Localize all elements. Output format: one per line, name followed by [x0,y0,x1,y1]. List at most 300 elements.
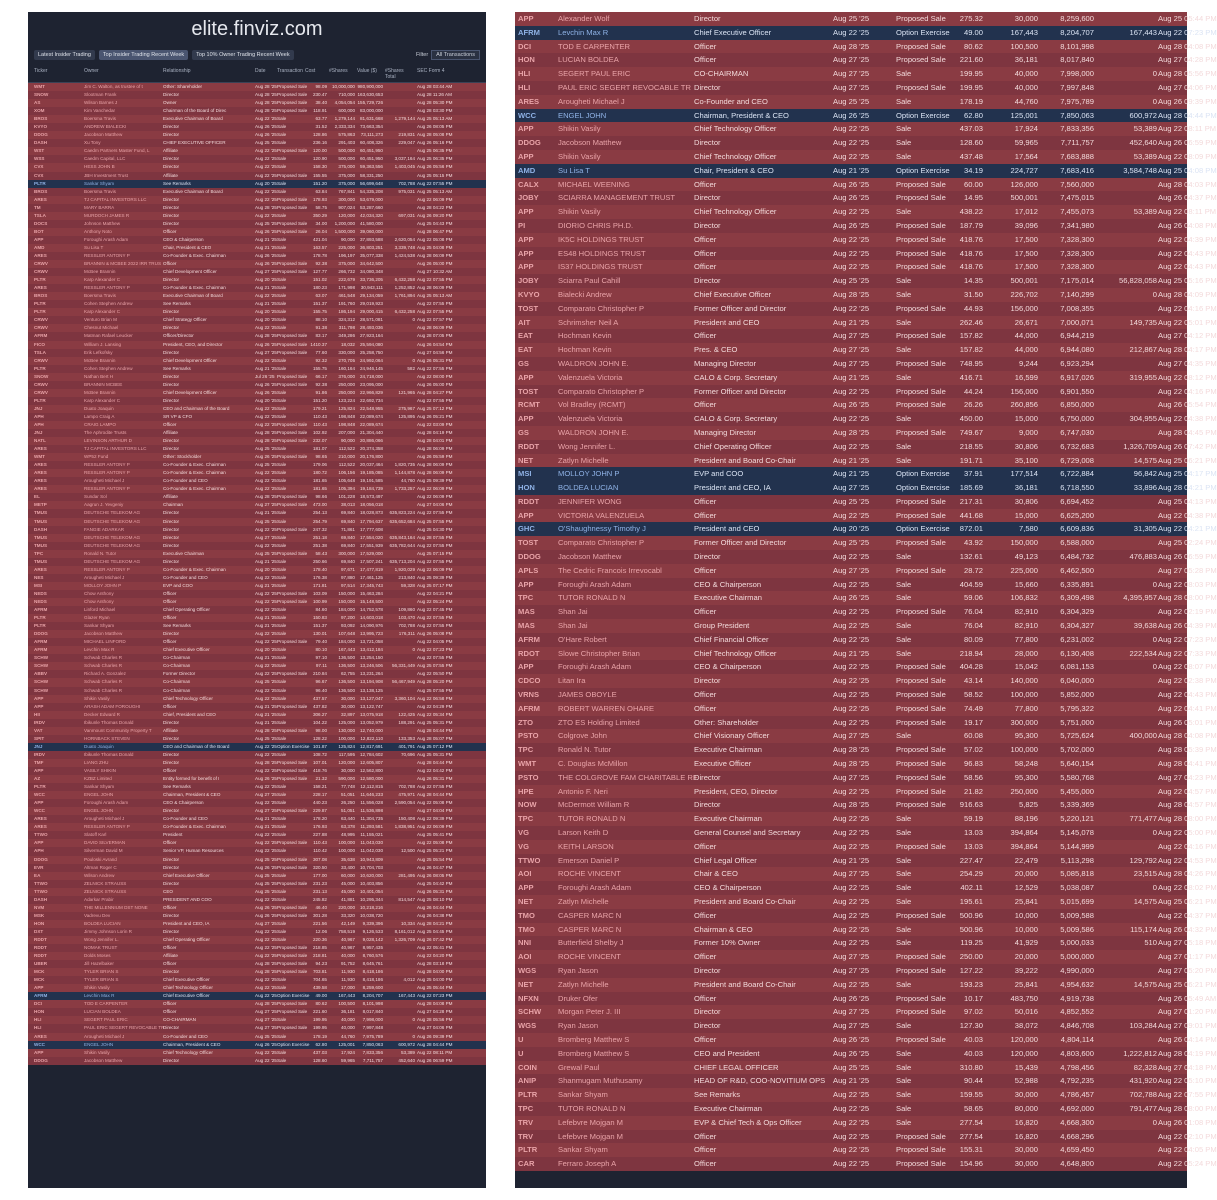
ticker-link[interactable]: IRDV [34,751,45,757]
owner-link[interactable]: Valenzuela Victoria [558,372,623,382]
table-row[interactable] [515,481,1217,495]
table-row[interactable] [515,302,1217,316]
table-row[interactable] [515,12,1217,26]
ticker-link[interactable]: UBER [34,961,48,967]
sec-form-link[interactable]: Aug 26 09:39 PM [417,1033,453,1039]
owner-link[interactable]: VASILY SHIKIN [84,767,116,773]
owner-link[interactable]: Foroughi Arash Adam [84,236,129,242]
sec-form-link[interactable]: Aug 26 05:54 PM [1158,400,1217,410]
owner-link[interactable]: Decker Edward R [84,711,120,717]
table-row[interactable] [515,771,1217,785]
table-row[interactable] [515,647,1217,661]
sec-form-link[interactable]: Aug 26 05:00 PM [417,261,453,267]
table-row[interactable] [28,566,486,574]
sec-form-link[interactable]: Aug 26 06:59 PM [1158,552,1217,562]
sec-form-link[interactable]: Aug 22 07:55 PM [417,615,453,621]
ticker-link[interactable]: METP [34,502,47,508]
ticker-link[interactable]: WGS [518,1021,537,1031]
ticker-link[interactable]: U [518,1048,524,1058]
ticker-link[interactable]: APP [34,703,44,709]
sec-form-link[interactable]: Aug 25 04:43 PM [417,220,453,226]
table-row[interactable] [515,1033,1217,1047]
sec-form-link[interactable]: Aug 22 04:53 PM [1158,855,1217,865]
ticker-link[interactable]: AFRM [34,607,48,613]
sec-form-link[interactable]: Aug 28 04:44 PM [417,759,453,765]
ticker-link[interactable]: TTWO [34,880,48,886]
table-row[interactable] [28,775,486,783]
column-header[interactable]: SEC Form 4 [417,68,445,74]
sec-form-link[interactable]: Aug 28 06:09 PM [417,252,453,258]
column-header[interactable]: Ticker [34,68,48,74]
owner-link[interactable]: Litan Ira [558,676,586,686]
owner-link[interactable]: PAUL ERIC SEGERT REVOCABLE TR [84,1025,165,1031]
table-row[interactable] [28,888,486,896]
table-row[interactable] [28,815,486,823]
ticker-link[interactable]: PLTR [34,615,46,621]
owner-link[interactable]: Vadrevu Dev [84,912,111,918]
table-row[interactable] [515,674,1217,688]
sec-form-link[interactable]: Aug 22 05:08 PM [417,800,453,806]
owner-link[interactable]: Caedm Partners Master Fund, L [84,148,150,154]
ticker-link[interactable]: ABBV [34,671,48,677]
table-row[interactable] [28,574,486,582]
sec-form-link[interactable]: Aug 22 08:12 PM [1158,372,1217,382]
table-row[interactable] [515,729,1217,743]
table-row[interactable] [28,477,486,485]
table-row[interactable] [515,909,1217,923]
owner-link[interactable]: Slowe Christopher Brian [558,648,640,658]
column-header[interactable]: Relationship [163,68,191,74]
table-row[interactable] [515,40,1217,54]
table-row[interactable] [28,445,486,453]
sec-form-link[interactable]: Aug 25 08:10 PM [417,896,453,902]
table-row[interactable] [515,412,1217,426]
table-row[interactable] [28,493,486,501]
owner-link[interactable]: JAMES OBOYLE [558,690,617,700]
table-row[interactable] [28,357,486,365]
ticker-link[interactable]: WMT [34,84,45,89]
owner-link[interactable]: Morgan Peter J. III [558,1007,621,1017]
ticker-link[interactable]: APP [518,124,534,134]
table-row[interactable] [515,122,1217,136]
table-row[interactable] [28,373,486,381]
owner-link[interactable]: ES48 HOLDINGS TRUST [558,248,646,258]
owner-link[interactable]: SEGERT PAUL ERIC [558,69,631,79]
table-row[interactable] [515,1088,1217,1102]
table-row[interactable] [28,99,486,107]
ticker-link[interactable]: GS [518,358,529,368]
sec-form-link[interactable]: Aug 25 04:30 PM [417,526,453,532]
table-row[interactable] [28,880,486,888]
table-row[interactable] [28,703,486,711]
ticker-link[interactable]: ANIP [518,1076,537,1086]
filter-select[interactable]: All Transactions [431,50,480,60]
sec-form-link[interactable]: Aug 22 07:23 PM [1158,27,1217,37]
sec-form-link[interactable]: Aug 26 01:08 PM [1158,1117,1217,1127]
sec-form-link[interactable]: Aug 25 02:24 PM [1158,538,1217,548]
ticker-link[interactable]: GS [518,427,529,437]
ticker-link[interactable]: AFRM [34,993,48,999]
sec-form-link[interactable]: Aug 25 04:00 PM [417,977,453,983]
sec-form-link[interactable]: Aug 28 07:55 PM [417,534,453,540]
owner-link[interactable]: DIORIO CHRIS PH.D. [558,220,634,230]
sec-form-link[interactable]: Aug 25 07:17 PM [417,582,453,588]
sec-form-link[interactable]: Aug 22 06:09 PM [417,494,453,500]
sec-form-link[interactable]: Aug 27 05:18 PM [1158,938,1217,948]
ticker-link[interactable]: TOST [518,303,539,313]
ticker-link[interactable]: WCC [518,110,537,120]
table-row[interactable] [28,614,486,622]
table-row[interactable] [515,812,1217,826]
ticker-link[interactable]: ARES [34,486,47,492]
owner-link[interactable]: CRAIG LAMPO [84,421,116,427]
owner-link[interactable]: Arougheti Michael J [558,96,625,106]
sec-form-link[interactable]: Aug 25 09:39 PM [417,574,453,580]
table-row[interactable] [515,564,1217,578]
ticker-link[interactable]: SCHW [34,687,49,693]
ticker-link[interactable]: JNJ [34,405,43,411]
owner-link[interactable]: ANDREW BIALECKI [84,124,127,130]
sec-form-link[interactable]: Aug 25 05:16 PM [1158,276,1217,286]
ticker-link[interactable]: DDOG [34,132,48,138]
ticker-link[interactable]: TMUS [34,542,48,548]
owner-link[interactable]: WP52 Fund [84,454,109,460]
ticker-link[interactable]: TMUS [34,558,48,564]
sec-form-link[interactable]: Aug 22 04:20 PM [417,953,453,959]
ticker-link[interactable]: CRWV [34,381,48,387]
table-row[interactable] [28,759,486,767]
owner-link[interactable]: Lefebvre Mojgan M [558,1131,624,1141]
sec-form-link[interactable]: Aug 28 04:41 PM [1158,759,1217,769]
table-row[interactable] [515,288,1217,302]
sec-form-link[interactable]: Aug 26 05:31 PM [417,357,453,363]
sec-form-link[interactable]: Aug 25 07:55 PM [417,663,453,669]
ticker-link[interactable]: AFRM [34,639,48,645]
owner-link[interactable]: DEUTSCHE TELEKOM AG [84,542,141,548]
owner-link[interactable]: Colgrove John [558,731,607,741]
sec-form-link[interactable]: Aug 27 01:17 PM [1158,952,1217,962]
owner-link[interactable]: Chow Anthony [84,599,114,604]
owner-link[interactable]: Boersma Travis [84,293,116,299]
ticker-link[interactable]: ARES [34,470,47,476]
table-row[interactable] [28,839,486,847]
ticker-link[interactable]: APH [34,848,44,854]
table-row[interactable] [28,920,486,928]
column-header[interactable]: Value ($) [357,68,377,74]
table-row[interactable] [28,284,486,292]
table-row[interactable] [28,984,486,992]
table-row[interactable] [28,260,486,268]
sec-form-link[interactable]: Aug 26 04:38 PM [417,912,453,918]
sec-form-link[interactable]: Aug 25 09:39 PM [417,478,453,484]
table-row[interactable] [28,437,486,445]
owner-link[interactable]: THE COLGROVE FAM CHARITABLE RE [558,772,698,782]
ticker-link[interactable]: NET [518,897,534,906]
sec-form-link[interactable]: Aug 22 04:43 PM [1158,690,1217,700]
sec-form-link[interactable]: Aug 28 05:56 PM [1158,69,1217,79]
table-row[interactable] [28,413,486,421]
table-row[interactable] [515,1130,1217,1144]
sec-form-link[interactable]: Aug 22 07:55 PM [417,784,453,790]
ticker-link[interactable]: CRWV [34,325,48,331]
table-row[interactable] [515,840,1217,854]
sec-form-link[interactable]: Aug 27 04:28 PM [1158,55,1217,65]
owner-link[interactable]: CASPER MARC N [558,910,622,920]
table-row[interactable] [28,244,486,252]
sec-form-link[interactable]: Aug 28 05:20 PM [417,679,453,685]
owner-link[interactable]: RESSLER ANTONY P [84,486,130,492]
table-row[interactable] [515,1102,1217,1116]
ticker-link[interactable]: APP [518,883,534,893]
column-header[interactable]: #Shares [329,68,348,74]
sec-form-link[interactable]: Aug 22 08:00 PM [417,373,453,379]
ticker-link[interactable]: AFRM [34,333,48,339]
table-row[interactable] [28,1016,486,1024]
column-header[interactable]: Transaction [277,68,303,74]
table-row[interactable] [28,928,486,936]
owner-link[interactable]: Venturo Brian M [84,317,117,323]
owner-link[interactable]: TOD E CARPENTER [558,41,631,51]
owner-link[interactable]: JENNIFER WONG [558,496,622,506]
ticker-link[interactable]: RDDT [34,936,47,942]
owner-link[interactable]: O'Shaughnessy Timothy J [558,524,646,534]
table-row[interactable] [28,711,486,719]
table-row[interactable] [28,421,486,429]
table-row[interactable] [515,633,1217,647]
owner-link[interactable]: Jacobson Matthew [558,552,622,562]
ticker-link[interactable]: AMD [34,244,45,250]
ticker-link[interactable]: TMO [518,924,535,934]
sec-form-link[interactable]: Aug 25 05:13 AM [417,116,453,122]
sec-form-link[interactable]: Aug 22 08:07 PM [1158,662,1217,672]
sec-form-link[interactable]: Aug 22 07:55 PM [417,510,453,516]
table-row[interactable] [28,1033,486,1041]
table-row[interactable] [28,807,486,815]
table-row[interactable] [28,831,486,839]
owner-link[interactable]: RESSLER ANTONY P [84,470,130,476]
ticker-link[interactable]: TOST [518,386,539,396]
ticker-link[interactable]: AOI [518,952,532,962]
ticker-link[interactable]: MSI [34,582,43,588]
sec-form-link[interactable]: Aug 26 05:31 PM [417,888,453,894]
table-row[interactable] [515,757,1217,771]
table-row[interactable] [515,136,1217,150]
table-row[interactable] [28,349,486,357]
owner-link[interactable]: Foroughi Arash Adam [558,662,632,672]
ticker-link[interactable]: HON [518,483,535,493]
sec-form-link[interactable]: Aug 22 04:43 PM [1158,248,1217,258]
owner-link[interactable]: Anthony Noto [84,228,112,234]
table-row[interactable] [515,854,1217,868]
owner-link[interactable]: Karp Alexander C [84,309,121,315]
owner-link[interactable]: Wong Jennifer L. [84,936,119,942]
owner-link[interactable]: Ryan Jason [558,965,599,975]
owner-link[interactable]: Sankar Shyam [558,1145,608,1155]
owner-link[interactable]: Shikin Vasily [84,695,110,701]
table-row[interactable] [515,895,1217,909]
ticker-link[interactable]: APP [518,262,534,272]
sec-form-link[interactable]: Aug 22 04:21 PM [417,590,453,596]
owner-link[interactable]: Bromberg Matthew S [558,1034,630,1044]
owner-link[interactable]: VICTORIA VALENZUELA [558,510,645,520]
owner-link[interactable]: Chow Anthony [84,590,114,596]
table-row[interactable] [515,164,1217,178]
sec-form-link[interactable]: Aug 28 07:05 PM [417,333,453,339]
owner-link[interactable]: KEITH LARSON [558,841,614,851]
table-row[interactable] [515,109,1217,123]
table-row[interactable] [28,992,486,1000]
owner-link[interactable]: Cohen Stephen Andrew [84,301,133,307]
sec-form-link[interactable]: Aug 28 04:44 PM [417,1041,453,1047]
owner-link[interactable]: Bromberg Matthew S [558,1048,630,1058]
ticker-link[interactable]: JNJ [34,743,43,749]
owner-link[interactable]: SCIARRA MANAGEMENT TRUST [558,193,676,203]
owner-link[interactable]: Duato Joaquin [84,743,114,749]
ticker-link[interactable]: DDOG [518,138,541,148]
table-row[interactable] [28,542,486,550]
sec-form-link[interactable]: Aug 26 06:59 PM [1158,138,1217,148]
table-row[interactable] [28,912,486,920]
table-row[interactable] [28,783,486,791]
sec-form-link[interactable]: Aug 28 04:19 PM [1158,1048,1217,1058]
table-row[interactable] [28,316,486,324]
table-row[interactable] [28,292,486,300]
owner-link[interactable]: Silverman David M [84,848,123,854]
sec-form-link[interactable]: Aug 28 04:08 PM [1158,731,1217,741]
table-row[interactable] [515,440,1217,454]
table-row[interactable] [515,1074,1217,1088]
table-row[interactable] [28,91,486,99]
table-row[interactable] [515,1005,1217,1019]
table-row[interactable] [28,936,486,944]
table-row[interactable] [28,646,486,654]
owner-link[interactable]: Levchin Max R [84,647,115,653]
ticker-link[interactable]: EAT [518,345,533,355]
sec-form-link[interactable]: Aug 26 05:21 PM [417,413,453,419]
table-row[interactable] [28,864,486,872]
ticker-link[interactable]: PLTR [34,180,46,186]
owner-link[interactable]: Jacobson Matthew [84,631,123,637]
sec-form-link[interactable]: Aug 22 07:55 PM [417,365,453,371]
table-row[interactable] [515,660,1217,674]
ticker-link[interactable]: TTWO [518,855,541,865]
owner-link[interactable]: Chesnut Michael [84,325,119,331]
owner-link[interactable]: ENGEL JOHN [84,792,114,798]
table-row[interactable] [28,727,486,735]
owner-link[interactable]: BRANNIN MCBEE [84,381,123,387]
owner-link[interactable]: Sciarra Paul Cahill [558,276,621,286]
table-row[interactable] [28,638,486,646]
sec-form-link[interactable]: Aug 22 06:09 PM [417,486,453,492]
sec-form-link[interactable]: Aug 22 05:41 PM [417,945,453,951]
owner-link[interactable]: Slatoff Karl [84,832,107,838]
ticker-link[interactable]: ARES [518,96,540,106]
table-row[interactable] [28,590,486,598]
sec-form-link[interactable]: Aug 25 06:35 PM [417,148,453,154]
sec-form-link[interactable]: Aug 22 08:11 PM [1158,207,1217,217]
owner-link[interactable]: Alexander Wolf [558,14,610,23]
owner-link[interactable]: RESSLER ANTONY P [84,285,130,291]
sec-form-link[interactable]: Aug 27 04:12 PM [1158,331,1217,341]
ticker-link[interactable]: ARES [34,446,47,452]
ticker-link[interactable]: HLI [518,82,531,92]
ticker-link[interactable]: WMT [518,759,537,769]
owner-link[interactable]: TYLER BRIAN S [84,977,119,983]
sec-form-link[interactable]: Aug 28 06:09 PM [417,470,453,476]
sec-form-link[interactable]: Aug 22 07:23 PM [1158,634,1217,644]
sec-form-link[interactable]: Aug 28 06:47 PM [417,228,453,234]
sec-form-link[interactable]: Aug 25 05:13 AM [417,293,453,299]
owner-link[interactable]: Lefebvre Mojgan M [558,1117,624,1127]
owner-link[interactable]: SEGERT PAUL ERIC [84,1017,128,1023]
sec-form-link[interactable]: Aug 22 05:50 PM [417,671,453,677]
sec-form-link[interactable]: Aug 22 04:16 PM [1158,303,1217,313]
sec-form-link[interactable]: Aug 22 07:33 PM [1158,648,1217,658]
sec-form-link[interactable]: Aug 28 04:08 PM [1158,41,1217,51]
sec-form-link[interactable]: Aug 28 06:09 PM [417,285,453,291]
owner-link[interactable]: Hochman Kevin [558,345,612,355]
owner-link[interactable]: Shikin Vasily [84,985,110,991]
sec-form-link[interactable]: Aug 22 07:55 PM [417,558,453,564]
ticker-link[interactable]: AMD [518,165,536,175]
sec-form-link[interactable]: Aug 27 09:01 PM [1158,1021,1217,1031]
owner-link[interactable]: ZTO ES Holding Limited [558,717,640,727]
owner-link[interactable]: Jacobson Matthew [558,138,622,148]
owner-link[interactable]: Wilson Andrew [84,872,115,878]
table-row[interactable] [28,896,486,904]
ticker-link[interactable]: PLTR [34,397,46,403]
table-row[interactable] [28,654,486,662]
ticker-link[interactable]: CRWV [34,317,48,323]
table-row[interactable] [28,1057,486,1065]
table-row[interactable] [515,826,1217,840]
sec-form-link[interactable]: Aug 22 04:05 PM [1158,1145,1217,1155]
sec-form-link[interactable]: Aug 22 03:09 PM [417,421,453,427]
ticker-link[interactable]: APP [518,151,534,161]
sec-form-link[interactable]: Aug 22 07:55 PM [417,542,453,548]
owner-link[interactable]: LEVINSON ARTHUR D [84,438,132,444]
ticker-link[interactable]: APP [518,14,534,23]
column-header[interactable]: Cost [305,68,316,74]
ticker-link[interactable]: MAS [518,607,535,617]
ticker-link[interactable]: HLI [34,1017,42,1023]
sec-form-link[interactable]: Aug 22 07:55 PM [417,655,453,661]
table-row[interactable] [515,716,1217,730]
owner-link[interactable]: Foroughi Arash Adam [84,800,129,806]
sec-form-link[interactable]: Aug 22 06:58 PM [417,695,453,701]
ticker-link[interactable]: APP [34,985,44,991]
table-row[interactable] [28,501,486,509]
ticker-link[interactable]: ARES [34,196,47,202]
owner-link[interactable]: Shikin Vasily [558,207,601,217]
ticker-link[interactable]: DCI [34,1001,42,1007]
owner-link[interactable]: ENGEL JOHN [84,808,114,814]
ticker-link[interactable]: TSLA [34,212,46,218]
sec-form-link[interactable]: Aug 28 04:21 PM [1158,483,1217,493]
ticker-link[interactable]: CRWV [34,269,48,275]
table-row[interactable] [515,688,1217,702]
table-row[interactable] [515,67,1217,81]
owner-link[interactable]: Duato Joaquin [84,405,114,411]
owner-link[interactable]: Schwab Charles R [84,687,123,693]
table-row[interactable] [28,558,486,566]
ticker-link[interactable]: ARES [34,816,47,822]
ticker-link[interactable]: CVX [34,172,44,178]
owner-link[interactable]: LIANG ZHU [84,759,109,765]
owner-link[interactable]: Zatlyn Michelle [558,979,609,989]
sec-form-link[interactable]: Aug 22 05:10 PM [1158,1076,1217,1086]
sec-form-link[interactable]: Aug 25 07:15 PM [417,550,453,556]
